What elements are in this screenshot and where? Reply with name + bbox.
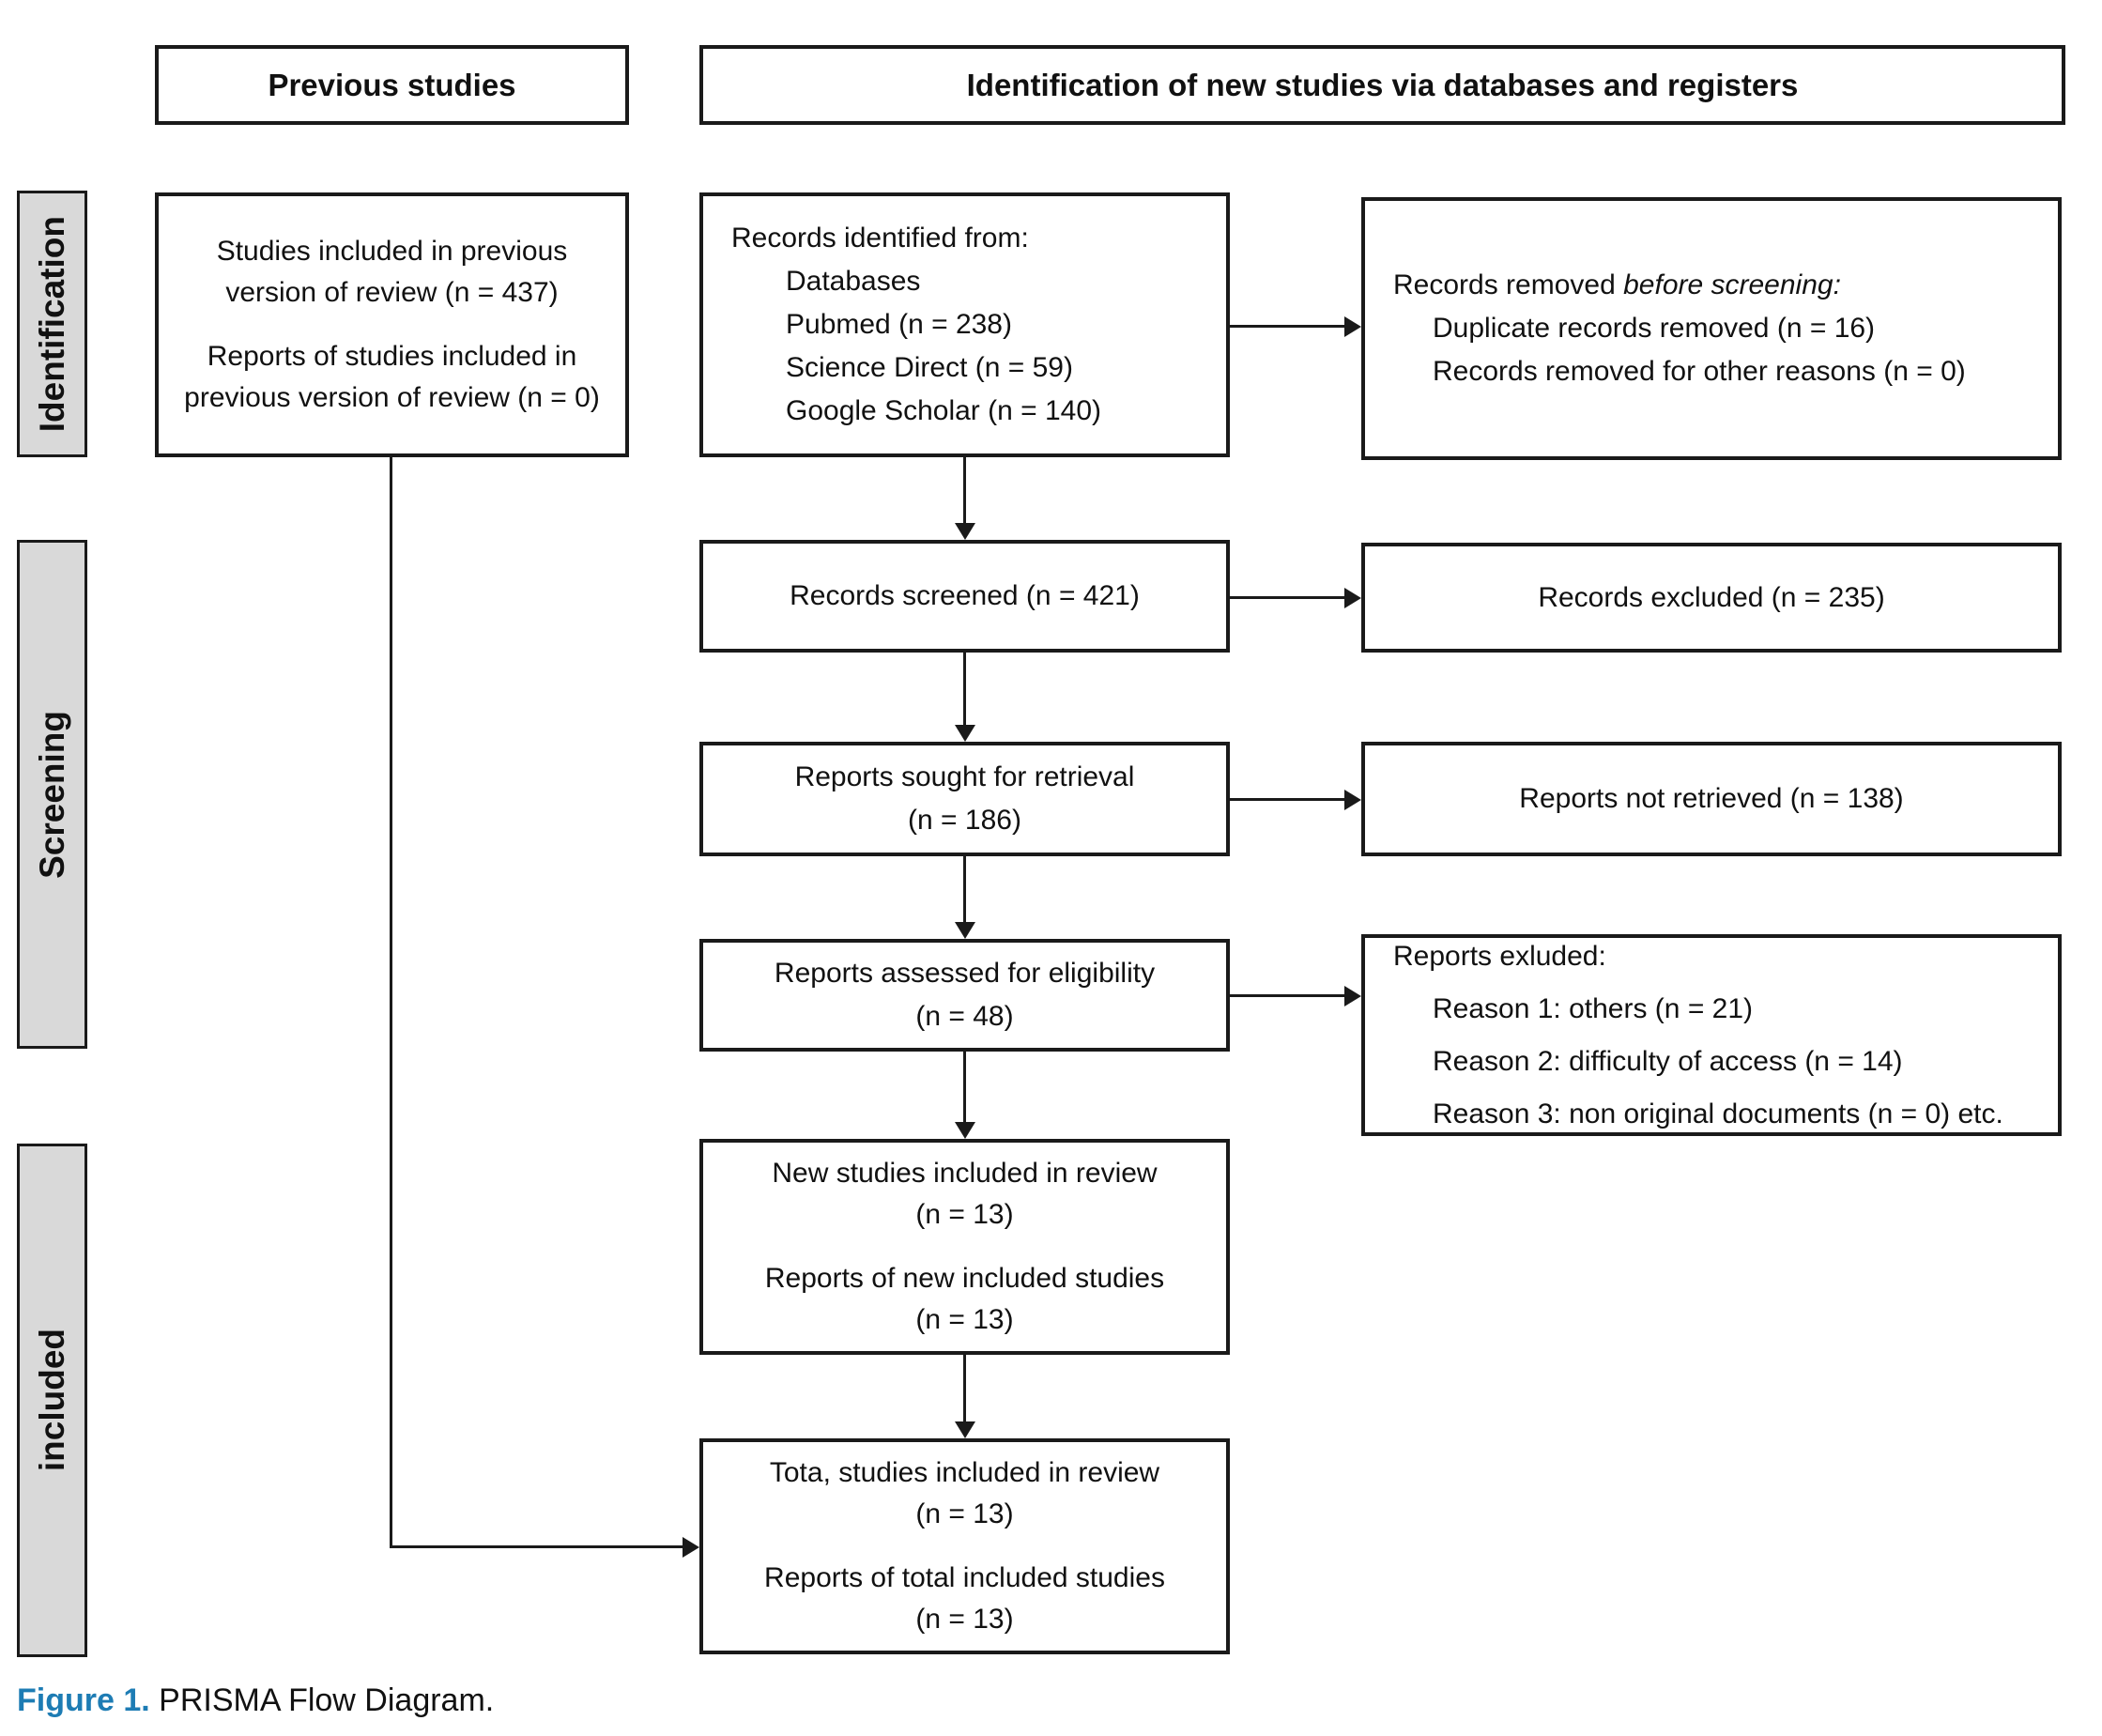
box-reports-assessed	[699, 939, 1230, 1052]
reports-sought-line1: Reports sought for retrieval	[794, 761, 1135, 792]
records-excluded-text: Records excluded (n = 235)	[1538, 581, 1885, 613]
records-removed-intro-text: Records removed	[1393, 269, 1624, 300]
arrow-assessed-to-new-line	[963, 1052, 966, 1122]
header-identification-new-studies: Identification of new studies via databases and registers	[699, 45, 2065, 125]
reports-excluded-reason: Reason 2: difficulty of access (n = 14)	[1433, 1045, 1903, 1077]
figure-caption-label: Figure 1.	[17, 1682, 150, 1718]
reports-assessed-line1: Reports assessed for eligibility	[774, 958, 1156, 989]
total-studies-para1-line2: (n = 13)	[915, 1498, 1014, 1529]
figure-caption	[17, 1681, 494, 1720]
reports-excluded-reason: Reason 3: non original documents (n = 0) etc.	[1433, 1098, 2003, 1129]
reports-sought-line2: (n = 186)	[908, 805, 1021, 836]
figure-caption-text: PRISMA Flow Diagram.	[149, 1682, 495, 1718]
box-reports-sought	[699, 742, 1230, 856]
phase-label-screening	[17, 540, 87, 1049]
records-identified-item: Pubmed (n = 238)	[786, 309, 1012, 340]
new-studies-para2-line2: (n = 13)	[915, 1304, 1014, 1335]
connector-previous-to-total-vline	[390, 457, 392, 1548]
phase-label-screening-text: Screening	[32, 710, 71, 879]
records-screened-text: Records screened (n = 421)	[790, 580, 1140, 611]
connector-previous-to-total-hline	[390, 1545, 683, 1548]
records-removed-item: Records removed for other reasons (n = 0)	[1433, 356, 1966, 387]
records-removed-intro-italic: before screening:	[1623, 269, 1841, 300]
total-studies-para2-line2: (n = 13)	[915, 1604, 1014, 1635]
total-studies-para2-line1: Reports of total included studies	[764, 1562, 1165, 1593]
total-studies-para1	[722, 1452, 1207, 1535]
phase-label-identification	[17, 191, 87, 457]
phase-label-included	[17, 1144, 87, 1657]
arrow-new-to-total-line	[963, 1355, 966, 1421]
arrow-screened-to-excluded-line	[1230, 596, 1344, 599]
new-studies-para2	[722, 1258, 1207, 1341]
arrow-assessed-to-new-head	[955, 1122, 975, 1139]
arrow-assessed-to-rexcluded-line	[1230, 994, 1344, 997]
previous-studies-para1: Studies included in previous version of review (n = 437)	[216, 236, 568, 308]
previous-studies-para2: Reports of studies included in previous version of review (n = 0)	[184, 341, 600, 413]
arrow-screened-to-sought-head	[955, 725, 975, 742]
arrow-identified-to-screened-head	[955, 523, 975, 540]
arrow-screened-to-excluded-head	[1344, 588, 1361, 608]
records-identified-intro: Records identified from:	[731, 223, 1029, 253]
arrow-new-to-total-head	[955, 1421, 975, 1438]
reports-excluded-intro: Reports exluded:	[1393, 940, 1606, 972]
header-previous-studies: Previous studies	[155, 45, 629, 125]
records-identified-item: Science Direct (n = 59)	[786, 352, 1073, 383]
arrow-sought-to-notretrieved-line	[1230, 798, 1344, 801]
connector-previous-to-total-head	[683, 1537, 699, 1558]
arrow-sought-to-assessed-line	[963, 856, 966, 922]
box-new-studies-included	[699, 1139, 1230, 1355]
box-reports-not-retrieved	[1361, 742, 2062, 856]
total-studies-para2	[722, 1558, 1207, 1640]
box-total-studies-included	[699, 1438, 1230, 1654]
box-records-removed	[1361, 197, 2062, 460]
box-previous-studies	[155, 192, 629, 457]
arrow-assessed-to-rexcluded-head	[1344, 986, 1361, 1006]
box-reports-excluded	[1361, 934, 2062, 1136]
arrow-identified-to-removed-head	[1344, 316, 1361, 337]
records-identified-item: Google Scholar (n = 140)	[786, 395, 1102, 426]
reports-excluded-reason: Reason 1: others (n = 21)	[1433, 992, 1754, 1024]
new-studies-para1-line1: New studies included in review	[772, 1158, 1158, 1189]
new-studies-para2-line1: Reports of new included studies	[764, 1263, 1165, 1294]
records-identified-item: Databases	[786, 266, 921, 297]
records-removed-intro	[1393, 264, 1841, 307]
box-records-identified	[699, 192, 1230, 457]
phase-label-identification-text: Identification	[32, 215, 71, 433]
box-records-excluded	[1361, 543, 2062, 653]
total-studies-para1-line1: Tota, studies included in review	[769, 1457, 1160, 1488]
arrow-screened-to-sought-line	[963, 653, 966, 725]
arrow-sought-to-notretrieved-head	[1344, 790, 1361, 810]
box-records-screened	[699, 540, 1230, 653]
arrow-sought-to-assessed-head	[955, 922, 975, 939]
arrow-identified-to-removed-line	[1230, 325, 1344, 328]
arrow-identified-to-screened-line	[963, 457, 966, 523]
phase-label-included-text: included	[32, 1329, 71, 1472]
new-studies-para1	[722, 1153, 1207, 1236]
reports-not-retrieved-text: Reports not retrieved (n = 138)	[1519, 783, 1904, 814]
records-removed-item: Duplicate records removed (n = 16)	[1433, 313, 1876, 344]
new-studies-para1-line2: (n = 13)	[915, 1199, 1014, 1230]
reports-assessed-line2: (n = 48)	[915, 1001, 1014, 1032]
